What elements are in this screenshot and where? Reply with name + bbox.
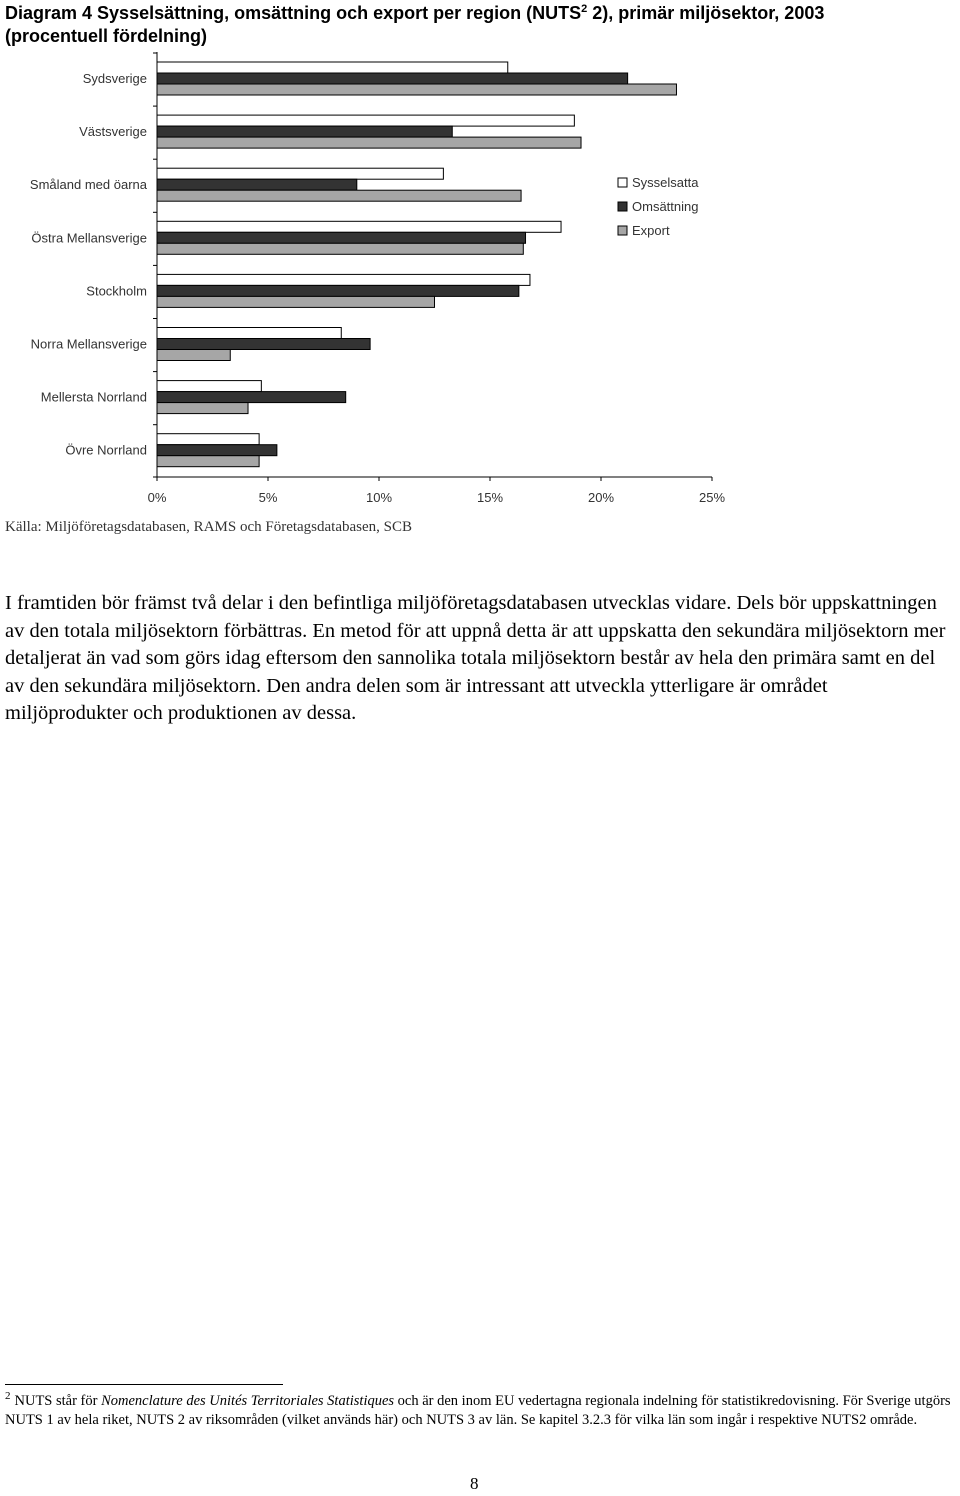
bar-chart	[0, 40, 960, 515]
chart-title-line1: Diagram 4 Sysselsättning, omsättning och export per region (NUTS	[5, 3, 582, 23]
bar	[157, 137, 581, 148]
category-label: Övre Norrland	[65, 442, 147, 458]
category-label: Stockholm	[86, 283, 147, 299]
legend-label: Omsättning	[632, 199, 699, 214]
bar	[157, 274, 530, 285]
bar	[157, 73, 628, 84]
footnote	[5, 1392, 960, 1430]
bar	[157, 285, 519, 296]
bar	[157, 62, 508, 73]
chart-title-superscript: 2	[581, 3, 588, 15]
x-tick-label: 15%	[476, 490, 504, 505]
bar	[157, 381, 261, 392]
x-tick-label: 20%	[587, 490, 615, 505]
category-labels	[30, 71, 148, 458]
bar	[157, 126, 452, 137]
footnote-text-start: NUTS står för	[14, 1393, 102, 1409]
chart-title-line2: (procentuell fördelning)	[5, 26, 207, 46]
bar	[157, 179, 357, 190]
x-tick-label: 10%	[365, 490, 393, 505]
bar	[157, 168, 443, 179]
bar	[157, 84, 676, 95]
bar	[157, 403, 248, 414]
bar	[157, 445, 277, 456]
bar	[157, 190, 521, 201]
x-tick-labels	[148, 490, 726, 505]
bar	[157, 392, 346, 403]
bar	[157, 339, 370, 350]
category-label: Mellersta Norrland	[40, 389, 147, 405]
category-label: Västsverige	[79, 124, 147, 140]
category-label: Norra Mellansverige	[30, 336, 147, 352]
bars	[157, 62, 676, 467]
category-label: Sydsverige	[82, 71, 147, 86]
legend-swatch	[618, 178, 627, 187]
bar	[157, 243, 523, 254]
legend-swatch	[618, 226, 627, 235]
bar	[157, 221, 561, 232]
footnote-italic-term: Nomenclature des Unités Territoriales Statistiques	[101, 1393, 395, 1409]
body-paragraph: I framtiden bör främst två delar i den befintliga miljöföretagsdatabasen utvecklas vidare. Dels bör uppskattningen av den totala miljösektorn förbättras. En metod för att uppnå detta är att uppskatta den sekundära miljösektorn mer detaljerat än vad som görs idag eftersom den sannolika totala miljösektorn består av hela den primära samt en del av den sekundära miljösektorn. Den andra delen som är intressant att utveckla ytterligare är området miljöprodukter och produktionen av dessa.	[5, 592, 946, 725]
legend	[618, 175, 699, 238]
bar	[157, 232, 526, 243]
bar	[157, 456, 259, 467]
footnote-number: 2	[5, 1390, 11, 1403]
x-tick-label: 5%	[258, 490, 278, 505]
bar	[157, 328, 341, 339]
x-tick-label: 25%	[698, 490, 726, 505]
bar	[157, 296, 435, 307]
footnote-text-end: och är den inom EU vedertagna regionala indelning för statistikredovisning. För Sverige utgörs NUTS 1 av hela riket, NUTS 2 av riksområden (vilket används här) och NUTS 3 av län. Se kapitel 3.2.3 för vilka län som ingår i respektive NUTS2 område.	[5, 1393, 951, 1428]
page-number: 8	[470, 1474, 479, 1493]
source-note: Källa: Miljöföretagsdatabasen, RAMS och Företagsdatabasen, SCB	[5, 519, 413, 535]
bar	[157, 350, 230, 361]
chart-title-line1-end: 2), primär miljösektor, 2003	[587, 3, 825, 23]
category-label: Östra Mellansverige	[31, 230, 147, 246]
legend-label: Sysselsatta	[632, 175, 699, 190]
category-label: Småland med öarna	[29, 177, 147, 193]
footnote-separator	[5, 1384, 283, 1385]
x-tick-label: 0%	[147, 490, 167, 505]
legend-swatch	[618, 202, 627, 211]
bar	[157, 434, 259, 445]
bar	[157, 115, 574, 126]
legend-label: Export	[632, 223, 670, 238]
